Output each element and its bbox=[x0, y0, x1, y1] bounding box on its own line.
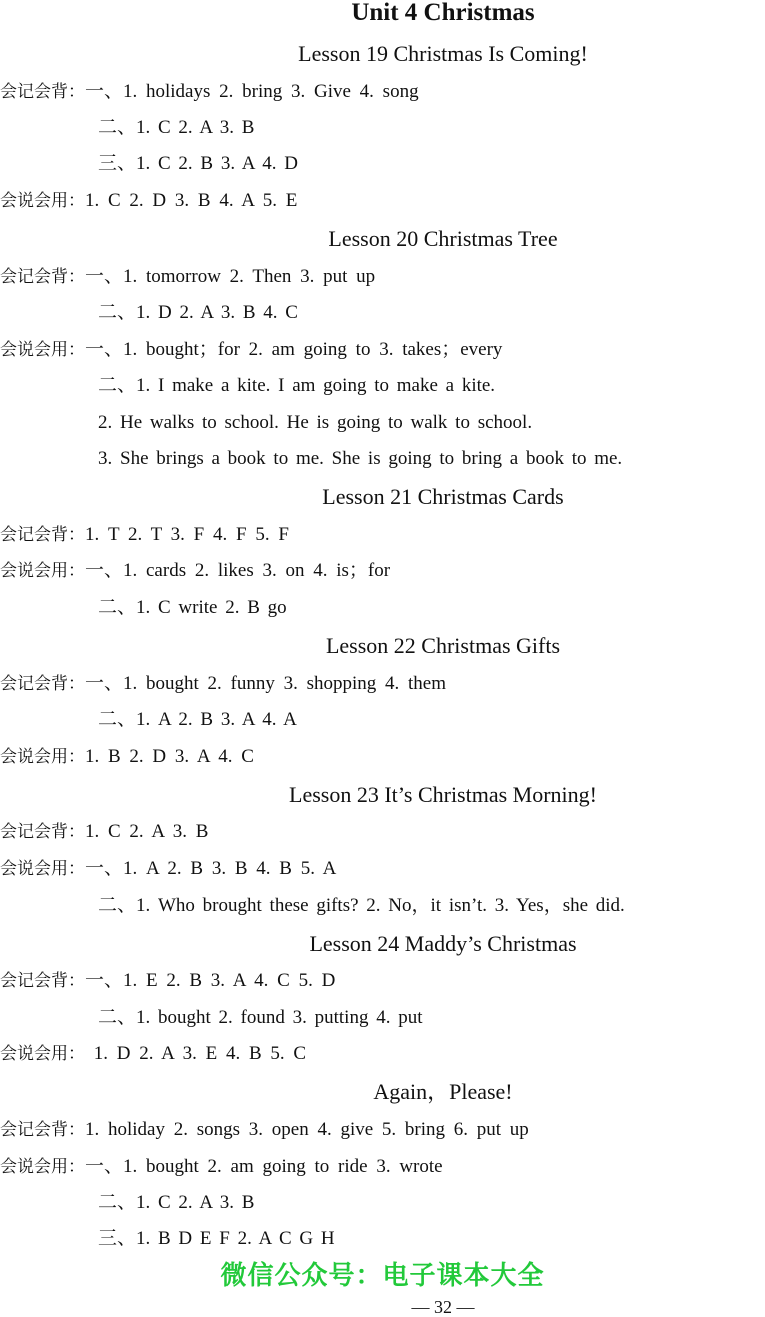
line-text: 二、1. Who brought these gifts? 2. No，it isn’t. 3. Yes，she did. bbox=[98, 895, 625, 916]
answer-line bbox=[0, 77, 419, 107]
line-text: 二、1. I make a kite. I am going to make a kite. bbox=[98, 375, 496, 396]
answer-line bbox=[0, 186, 297, 216]
lesson-title: Lesson 24 Maddy’s Christmas bbox=[309, 931, 577, 956]
line-text: 3. She brings a book to me. She is going to bring a book to me. bbox=[98, 448, 623, 469]
answer-line bbox=[98, 705, 297, 735]
unit-title: Unit 4 Christmas bbox=[351, 0, 535, 26]
lesson-title: Lesson 21 Christmas Cards bbox=[322, 484, 564, 509]
answer-line bbox=[0, 1039, 306, 1069]
answer-line bbox=[0, 1152, 443, 1182]
line-text: 二、1. C write 2. B go bbox=[98, 597, 287, 618]
answer-line bbox=[0, 854, 336, 884]
answer-line bbox=[98, 298, 298, 328]
line-text: 2. He walks to school. He is going to walk to school. bbox=[98, 412, 533, 433]
line-text: 三、1. B D E F 2. A C G H bbox=[98, 1228, 335, 1249]
answer-line bbox=[0, 742, 254, 772]
lesson-title: Lesson 20 Christmas Tree bbox=[328, 226, 558, 251]
line-text: 三、1. C 2. B 3. A 4. D bbox=[98, 153, 298, 174]
line-label: 会记会背： bbox=[0, 1120, 85, 1140]
line-label: 会记会背： bbox=[0, 525, 85, 545]
line-label: 会说会用： bbox=[0, 859, 85, 879]
line-text: 一、1. A 2. B 3. B 4. B 5. A bbox=[85, 858, 337, 879]
answer-line bbox=[0, 1115, 529, 1145]
line-text: 二、1. A 2. B 3. A 4. A bbox=[98, 709, 297, 730]
line-label: 会记会背： bbox=[0, 822, 85, 842]
answer-line bbox=[98, 113, 254, 143]
answer-line bbox=[98, 891, 625, 921]
line-label: 会记会背： bbox=[0, 971, 85, 991]
answer-line bbox=[98, 1188, 254, 1218]
lesson-title: Lesson 23 It’s Christmas Morning! bbox=[289, 782, 597, 807]
line-text: 二、1. bought 2. found 3. putting 4. put bbox=[98, 1007, 423, 1028]
line-label: 会说会用： bbox=[0, 340, 85, 360]
line-text: 1. holiday 2. songs 3. open 4. give 5. bring 6. put up bbox=[85, 1119, 529, 1140]
line-label: 会说会用： bbox=[0, 191, 85, 211]
lesson-title: Lesson 19 Christmas Is Coming! bbox=[298, 41, 588, 66]
answer-line bbox=[0, 520, 289, 550]
line-text: 一、1. E 2. B 3. A 4. C 5. D bbox=[85, 970, 336, 991]
answer-line bbox=[0, 335, 502, 365]
line-label: 会记会背： bbox=[0, 267, 85, 287]
answer-line bbox=[0, 966, 335, 996]
answer-line bbox=[98, 593, 287, 623]
answer-line bbox=[98, 149, 298, 179]
line-text: 一、1. holidays 2. bring 3. Give 4. song bbox=[85, 81, 419, 102]
line-text: 1. T 2. T 3. F 4. F 5. F bbox=[85, 524, 289, 545]
line-text: 二、1. D 2. A 3. B 4. C bbox=[98, 302, 298, 323]
line-label: 会说会用： bbox=[0, 561, 85, 581]
line-text: 1. D 2. A 3. E 4. B 5. C bbox=[85, 1043, 307, 1064]
line-label: 会记会背： bbox=[0, 674, 85, 694]
line-text: 1. B 2. D 3. A 4. C bbox=[85, 746, 254, 767]
answer-line bbox=[98, 1224, 335, 1254]
answer-line bbox=[0, 669, 446, 699]
line-label: 会记会背： bbox=[0, 82, 85, 102]
answer-line bbox=[98, 408, 532, 438]
lesson-title: Lesson 22 Christmas Gifts bbox=[325, 633, 561, 658]
answer-line bbox=[98, 371, 495, 401]
answer-line bbox=[98, 1003, 422, 1033]
page-number: — 32 — bbox=[411, 1297, 475, 1317]
line-text: 一、1. tomorrow 2. Then 3. put up bbox=[85, 266, 376, 287]
line-text: 二、1. C 2. A 3. B bbox=[98, 117, 255, 138]
line-label: 会说会用： bbox=[0, 1044, 85, 1064]
line-text: 一、1. bought 2. am going to ride 3. wrote bbox=[85, 1156, 443, 1177]
lesson-title: Again，Please! bbox=[373, 1079, 513, 1104]
line-text: 一、1. bought 2. funny 3. shopping 4. them bbox=[85, 673, 447, 694]
line-text: 二、1. C 2. A 3. B bbox=[98, 1192, 255, 1213]
line-label: 会说会用： bbox=[0, 1157, 85, 1177]
answer-line bbox=[98, 444, 622, 474]
line-label: 会说会用： bbox=[0, 747, 85, 767]
answer-line bbox=[0, 817, 208, 847]
line-text: 1. C 2. A 3. B bbox=[85, 821, 209, 842]
answer-line bbox=[0, 262, 375, 292]
line-text: 一、1. cards 2. likes 3. on 4. is；for bbox=[85, 560, 391, 581]
line-text: 一、1. bought；for 2. am going to 3. takes；every bbox=[85, 339, 503, 360]
watermark: 微信公众号：电子课本大全 bbox=[220, 1261, 545, 1291]
line-text: 1. C 2. D 3. B 4. A 5. E bbox=[85, 190, 298, 211]
answer-line bbox=[0, 556, 390, 586]
